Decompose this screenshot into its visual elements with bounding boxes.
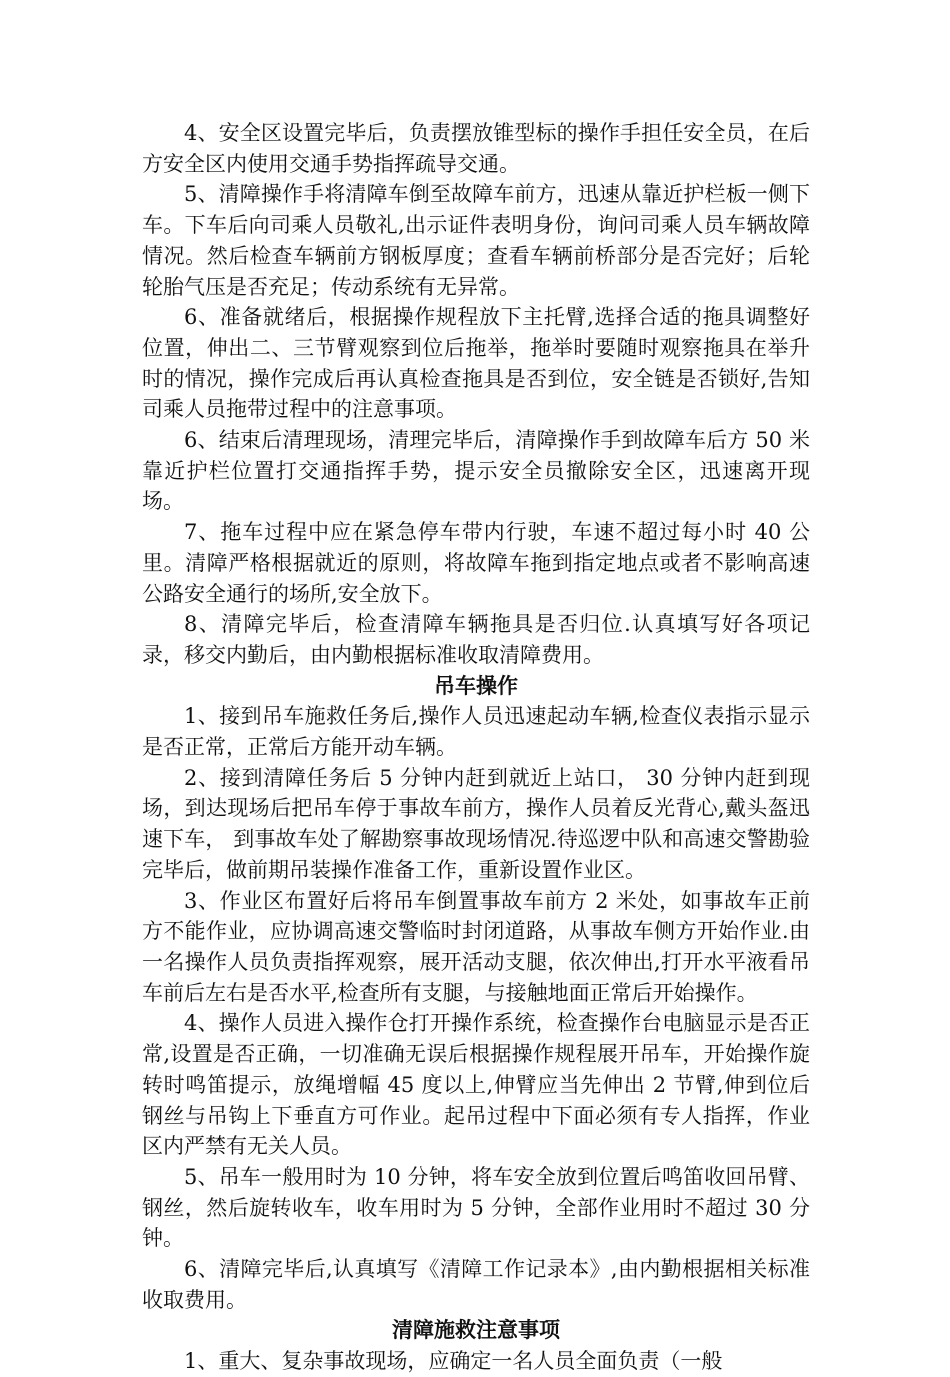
paragraph: 6、结束后清理现场，清理完毕后，清障操作手到故障车后方 50 米靠近护栏位置打交通指挥手势，提示安全员撤除安全区，迅速离开现场。 bbox=[142, 428, 810, 514]
paragraph: 5、吊车一般用时为 10 分钟，将车安全放到位置后鸣笛收回吊臂、钢丝，然后旋转收车，收车用时为 5 分钟，全部作业用时不超过 30 分钟。 bbox=[142, 1164, 810, 1251]
paragraph: 8、清障完毕后，检查清障车辆拖具是否归位.认真填写好各项记录，移交内勤后，由内勤根据标准收取清障费用。 bbox=[142, 612, 810, 667]
section-heading-precautions: 清障施救注意事项 bbox=[392, 1317, 560, 1343]
paragraph: 3、作业区布置好后将吊车倒置事故车前方 2 米处，如事故车正前方不能作业，应协调高速交警临时封闭道路，从事故车侧方开始作业.由一名操作人员负责指挥观察，展开活动支腿，依次伸出,打开水平液看吊车前后左右是否水平,检查所有支腿，与接触地面正常后开始操作。 bbox=[142, 888, 810, 1005]
paragraph: 6、准备就绪后，根据操作规程放下主托臂,选择合适的拖具调整好位置，伸出二、三节臂观察到位后拖举，拖举时要随时观察拖具在举升时的情况，操作完成后再认真检查拖具是否到位，安全链是否锁好,告知司乘人员拖带过程中的注意事项。 bbox=[142, 305, 810, 422]
paragraph: 1、重大、复杂事故现场，应确定一名人员全面负责（一般 bbox=[184, 1349, 723, 1374]
section-heading-crane-operation: 吊车操作 bbox=[434, 672, 518, 698]
paragraph: 1、接到吊车施救任务后,操作人员迅速起动车辆,检查仪表指示显示是否正常，正常后方能开动车辆。 bbox=[142, 704, 810, 760]
paragraph: 5、清障操作手将清障车倒至故障车前方，迅速从靠近护栏板一侧下车。下车后向司乘人员敬礼,出示证件表明身份，询问司乘人员车辆故障情况。然后检查车辆前方钢板厚度；查看车辆前桥部分是否完好；后轮轮胎气压是否充足；传动系统有无异常。 bbox=[142, 182, 810, 299]
paragraph: 2、接到清障任务后 5 分钟内赶到就近上站口， 30 分钟内赶到现场，到达现场后把吊车停于事故车前方，操作人员着反光背心,戴头盔迅速下车， 到事故车处了解勘察事故现场情况.待巡逻中队和高速交警勘验完毕后，做前期吊装操作准备工作，重新设置作业区。 bbox=[142, 765, 810, 882]
paragraph: 4、操作人员进入操作仓打开操作系统，检查操作台电脑显示是否正常,设置是否正确，一切准确无误后根据操作规程展开吊车，开始操作旋转时鸣笛提示，放绳增幅 45 度以上,伸臂应当先伸出 2 节臂,伸到位后钢丝与吊钩上下垂直方可作业。起吊过程中下面必须有专人指挥，作业区内严禁有无关人员。 bbox=[142, 1011, 810, 1159]
paragraph: 6、清障完毕后,认真填写《清障工作记录本》,由内勤根据相关标准收取费用。 bbox=[142, 1257, 810, 1312]
document-page bbox=[142, 118, 810, 1377]
paragraph: 7、拖车过程中应在紧急停车带内行驶，车速不超过每小时 40 公里。清障严格根据就近的原则，将故障车拖到指定地点或者不影响高速公路安全通行的场所,安全放下。 bbox=[142, 520, 810, 606]
paragraph: 4、安全区设置完毕后，负责摆放锥型标的操作手担任安全员，在后方安全区内使用交通手势指挥疏导交通。 bbox=[142, 121, 810, 176]
